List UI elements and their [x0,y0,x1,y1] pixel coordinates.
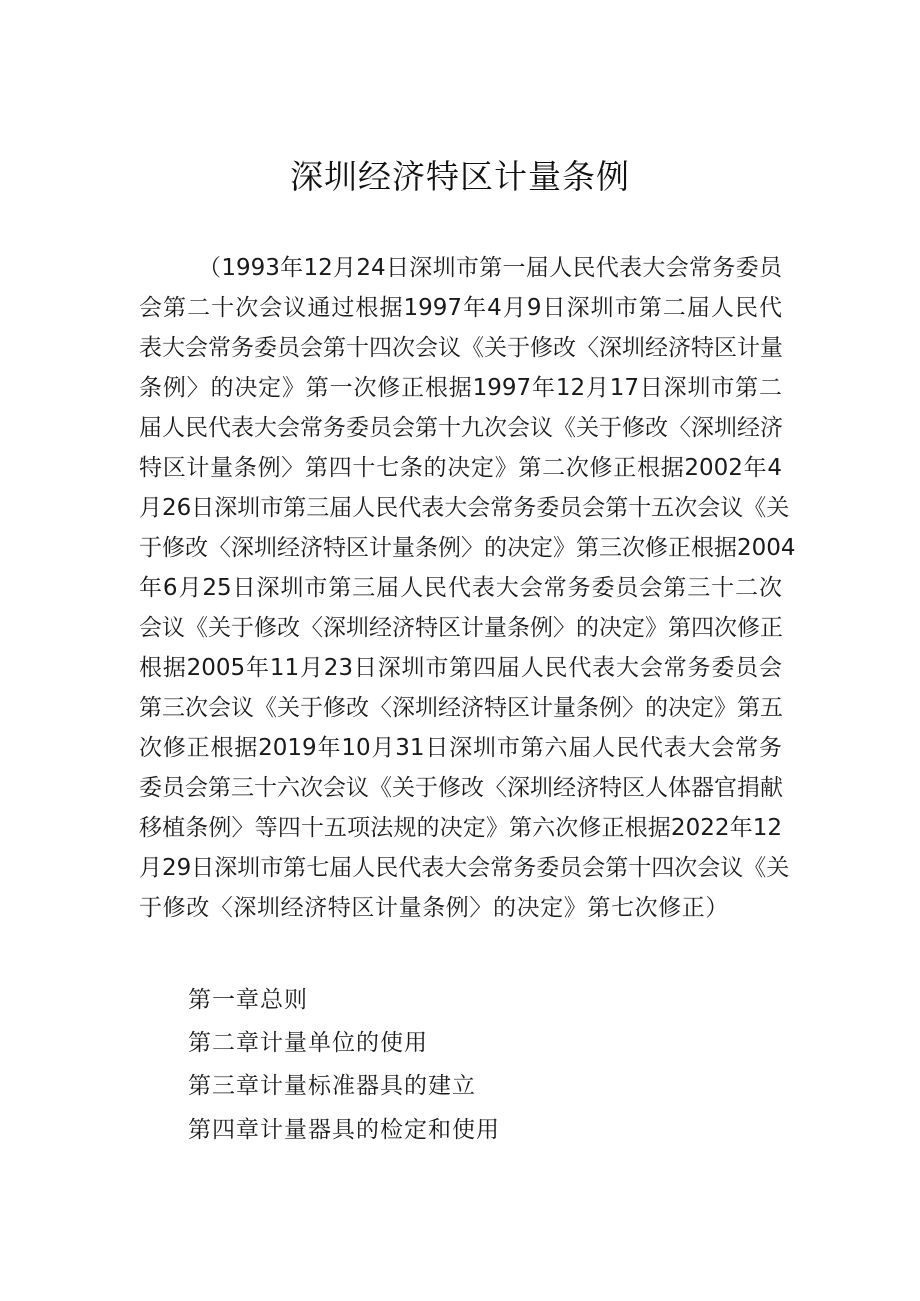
chapter-heading: 第二章计量单位的使用 [188,1030,428,1056]
preamble-line: 条例〉的决定》第一次修正根据1997年12月17日深圳市第二 [139,375,782,401]
chapter-heading: 第四章计量器具的检定和使用 [188,1117,500,1143]
preamble-line: （1993年12月24日深圳市第一届人民代表大会常务委员 [198,255,782,281]
preamble-line: 移植条例〉等四十五项法规的决定》第六次修正根据2022年12 [139,815,782,841]
preamble-line: 委员会第三十六次会议《关于修改〈深圳经济特区人体器官捐献 [139,775,783,801]
preamble-line: 会议《关于修改〈深圳经济特区计量条例〉的决定》第四次修正 [139,615,783,641]
preamble-line: 会第二十次会议通过根据1997年4月9日深圳市第二届人民代 [139,295,782,321]
preamble-line: 月26日深圳市第三届人民代表大会常务委员会第十五次会议《关 [139,495,790,521]
document-title: 深圳经济特区计量条例 [290,157,630,196]
preamble-line: 月29日深圳市第七届人民代表大会常务委员会第十四次会议《关 [139,855,790,881]
preamble-line: 特区计量条例〉第四十七条的决定》第二次修正根据2002年4 [139,455,782,481]
preamble-line: 次修正根据2019年10月31日深圳市第六届人民代表大会常务 [139,735,782,761]
preamble-line: 表大会常务委员会第十四次会议《关于修改〈深圳经济特区计量 [139,335,783,361]
preamble-line: 年6月25日深圳市第三届人民代表大会常务委员会第三十二次 [139,575,782,601]
preamble-line: 于修改〈深圳经济特区计量条例〉的决定》第七次修正） [139,895,729,921]
preamble-line: 届人民代表大会常务委员会第十九次会议《关于修改〈深圳经济 [139,415,783,441]
chapter-heading: 第一章总则 [188,987,308,1013]
preamble-line: 根据2005年11月23日深圳市第四届人民代表大会常务委员会 [139,655,782,681]
chapter-heading: 第三章计量标准器具的建立 [188,1073,476,1099]
preamble-line: 于修改〈深圳经济特区计量条例〉的决定》第三次修正根据2004 [139,535,796,561]
preamble-line: 第三次会议《关于修改〈深圳经济特区计量条例〉的决定》第五 [139,695,783,721]
